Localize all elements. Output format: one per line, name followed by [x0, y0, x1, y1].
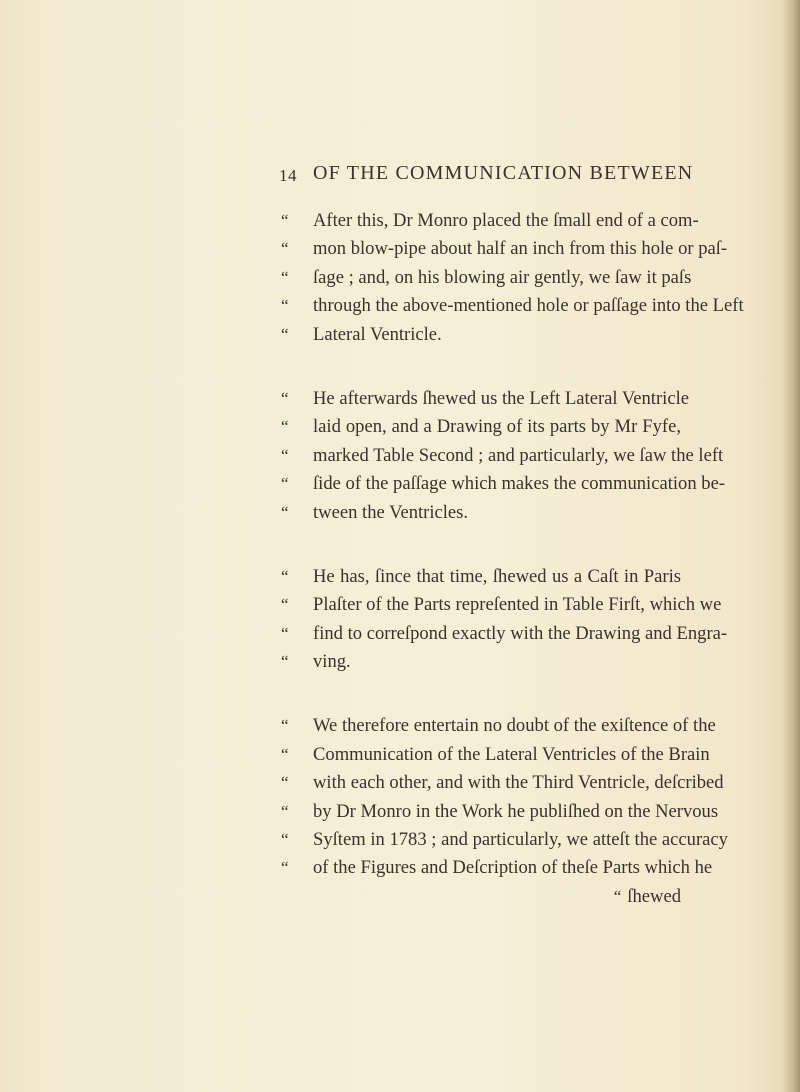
quote-mark: “ — [281, 716, 289, 736]
quote-mark: “ — [281, 652, 289, 672]
line-text: tween the Ventricles. — [313, 501, 469, 523]
text-line — [281, 416, 681, 444]
catchword-line — [281, 886, 681, 914]
page-number: 14 — [279, 166, 297, 185]
quote-mark: “ — [281, 744, 289, 764]
line-text: through the above-mentioned hole or paſſage into the Left — [313, 295, 744, 317]
text-line — [281, 715, 716, 743]
quote-mark: “ — [281, 502, 289, 522]
line-text: ſide of the paſſage which makes the communication be- — [313, 473, 726, 495]
line-text: ving. — [313, 651, 351, 673]
text-line — [281, 210, 699, 238]
running-head: OF THE COMMUNICATION BETWEEN — [313, 162, 694, 184]
quote-mark: “ — [281, 566, 289, 586]
text-line — [281, 295, 744, 323]
line-text: We therefore entertain no doubt of the exiſtence of the — [313, 715, 716, 737]
paragraph-3 — [281, 565, 728, 680]
quote-mark: “ — [281, 474, 289, 494]
text-line — [281, 566, 681, 594]
quote-mark: “ — [281, 239, 289, 259]
line-text: After this, Dr Monro placed the ſmall end of a com- — [313, 210, 699, 231]
body-text — [281, 210, 744, 914]
quote-mark: “ — [281, 773, 289, 793]
quote-mark: “ — [281, 296, 289, 316]
line-text: of the Figures and Deſcription of theſe Parts which he — [313, 857, 713, 879]
page-header — [0, 160, 800, 190]
quote-mark: “ — [281, 211, 289, 230]
quote-mark: “ — [281, 445, 289, 465]
text-line — [281, 238, 728, 266]
text-line — [281, 651, 681, 679]
line-text: by Dr Monro in the Work he publiſhed on the Nervous — [313, 800, 719, 822]
paragraph-4 — [281, 715, 728, 914]
text-line — [281, 473, 726, 501]
line-text: Communication of the Lateral Ventricles of the Brain — [313, 743, 710, 765]
line-text: ſage ; and, on his blowing air gently, we ſaw it paſs — [313, 266, 692, 288]
line-text: Lateral Ventricle. — [313, 323, 442, 345]
text-line — [281, 266, 692, 295]
quote-mark: “ — [613, 886, 622, 906]
line-text: laid open, and a Drawing of its parts by Mr Fyfe, — [313, 416, 681, 438]
text-line — [281, 502, 681, 530]
text-line — [281, 800, 719, 829]
line-text: Plaſter of the Parts repreſented in Table Firſt, which we — [313, 594, 722, 616]
quote-mark: “ — [281, 267, 289, 287]
quote-mark: “ — [281, 830, 289, 850]
text-line — [281, 829, 728, 857]
text-line — [281, 622, 728, 651]
text-line — [281, 324, 681, 352]
line-text: with each other, and with the Third Ventricle, deſcribed — [313, 772, 724, 794]
paragraph-2 — [281, 387, 726, 530]
catchword: ſhewed — [627, 885, 681, 907]
line-text: He afterwards ſhewed us the Left Lateral Ventricle — [313, 387, 690, 409]
quote-mark: “ — [281, 858, 289, 878]
quote-mark: “ — [281, 324, 289, 344]
quote-mark: “ — [281, 388, 289, 408]
text-line — [281, 857, 713, 885]
quote-mark: “ — [281, 801, 289, 821]
text-line — [281, 444, 724, 473]
text-line — [281, 594, 722, 622]
line-text: find to correſpond exactly with the Drawing and Engra- — [313, 622, 728, 644]
paragraph-1 — [281, 210, 744, 352]
text-line — [281, 772, 724, 800]
text-line — [281, 743, 710, 772]
quote-mark: “ — [281, 595, 289, 615]
line-text: marked Table Second ; and particularly, we ſaw the left — [313, 444, 724, 466]
line-text: He has, ſince that time, ſhewed us a Caſt in Paris — [313, 565, 681, 587]
quote-mark: “ — [281, 623, 289, 643]
line-text: Syſtem in 1783 ; and particularly, we atteſt the accuracy — [313, 829, 728, 851]
text-line — [281, 387, 690, 416]
quote-mark: “ — [281, 417, 289, 437]
line-text: mon blow-pipe about half an inch from this hole or paſ- — [313, 238, 728, 260]
